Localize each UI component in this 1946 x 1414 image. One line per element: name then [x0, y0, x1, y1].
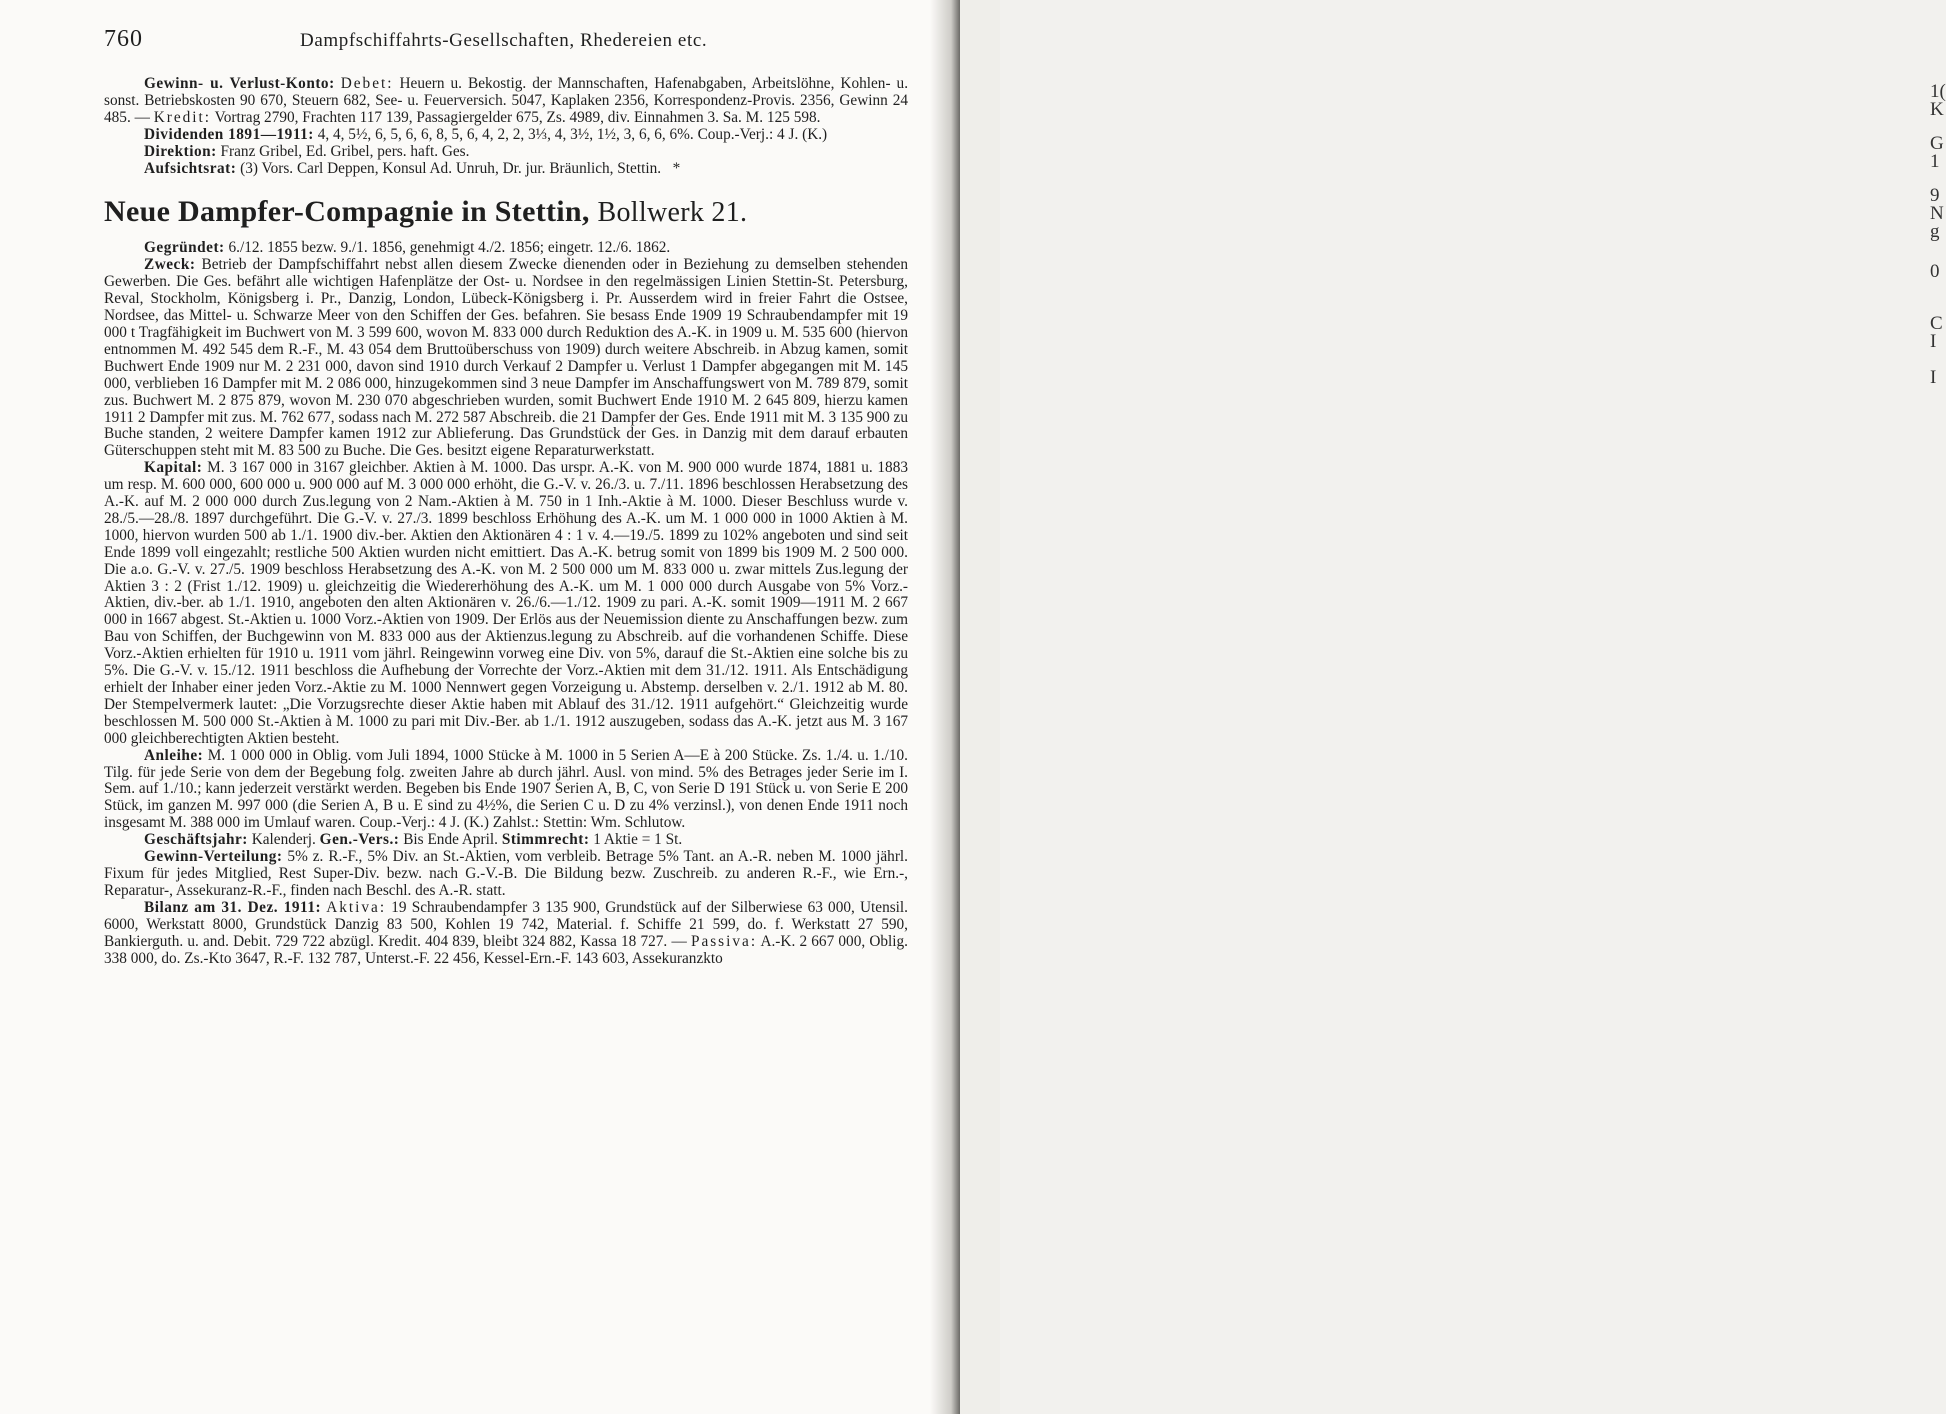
next-page-fragment: I: [1930, 331, 1937, 352]
passiva-label: Passiva:: [690, 932, 758, 950]
geschaeftsjahr-label: Geschäftsjahr:: [144, 831, 248, 849]
bilanz-label: Bilanz am 31. Dez. 1911:: [144, 898, 322, 916]
running-title: Dampfschiffahrts-Gesellschaften, Rhedereien etc.: [300, 30, 708, 51]
next-page-fragment: G: [1930, 133, 1944, 154]
aufsichtsrat-label: Aufsichtsrat:: [144, 159, 237, 177]
dividenden-label: Dividenden 1891—1911:: [144, 125, 314, 143]
company-title: [104, 194, 908, 231]
next-page-fragment: 1: [1930, 151, 1940, 172]
direktion-label: Direktion:: [144, 142, 217, 160]
aufsichtsrat-paragraph: [104, 161, 908, 178]
book-gutter: [930, 0, 960, 1414]
anleihe-paragraph: [104, 748, 908, 833]
zweck-paragraph: [104, 257, 908, 460]
debet-text: Heuern u. Bekostig. der Mannschaften, Hafenabgaben, Arbeitslöhne, Kohlen- u. sonst. Betriebskosten 90 670, Steuern 682, See- u. Feuerversich. 5047, Kaplaken 2356, Korrespondenz-Provis. 2356, Gewinn 24 485. —: [104, 75, 909, 126]
book-page: [0, 0, 950, 1414]
kredit-text: Vortrag 2790, Frachten 117 139, Passagiergelder 675, Zs. 4989, div. Einnahmen 3. Sa. M. 125 598.: [214, 108, 821, 126]
anleihe-label: Anleihe:: [144, 746, 204, 764]
gegruendet-text: 6./12. 1855 bezw. 9./1. 1856, genehmigt 4./2. 1856; eingetr. 12./6. 1862.: [228, 239, 671, 257]
page-content: [104, 76, 908, 967]
zweck-text: Betrieb der Dampfschiffahrt nebst allen diesem Zwecke dienenden oder in Beziehung zu demselben stehenden Gewerben. Die Ges. befährt alle wichtigen Hafenplätze der Ost- u. Nordsee in den regelmässigen Linien Stettin-St. Petersburg, Reval, Stockholm, Königsberg i. Pr., Danzig, London, Lübeck-Königsberg i. Pr. Ausserdem wird in freier Fahrt die Ostsee, Nordsee, das Mittel- u. Schwarze Meer von den Schiffen der Ges. befahren. Sie besass Ende 1909 19 Schraubendampfer mit 19 000 t Tragfähigkeit im Buchwert von M. 3 599 600, wovon M. 833 000 durch Reduktion des A.-K. in 1909 u. M. 535 600 (hiervon entnommen M. 492 545 dem R.-F., M. 43 054 dem Bruttoüberschuss von 1909) durch weitere Abschreib. in Abzug kamen, somit Buchwert Ende 1909 nur M. 2 231 000, davon sind 1910 durch Verkauf 2 Dampfer u. Verlust 1 Dampfer abgegangen mit M. 145 000, verblieben 16 Dampfer mit M. 2 086 000, hinzugekommen sind 3 neue Dampfer im Anschaffungswert von M. 789 879, somit zus. Buchwert M. 2 875 879, wovon M. 230 070 abgeschrieben wurden, somit Buchwert Ende 1910 M. 2 645 809, hierzu kamen 1911 2 Dampfer mit zus. M. 762 677, sodass nach M. 272 587 Abschreib. die 21 Dampfer der Ges. Ende 1911 mit M. 3 135 900 zu Buche standen, 2 weitere Dampfer kamen 1912 zur Ablieferung. Das Grundstück der Ges. in Danzig mit dem darauf erbauten Güterschuppen steht mit M. 83 500 zu Buche. Die Ges. besitzt eigene Reparaturwerkstatt.: [104, 256, 908, 460]
gegruendet-label: Gegründet:: [144, 239, 225, 257]
page-header: [104, 26, 908, 60]
aufsichtsrat-text: (3) Vors. Carl Deppen, Konsul Ad. Unruh, Dr. jur. Bräunlich, Stettin.: [240, 159, 662, 177]
gewinn-verteilung-label: Gewinn-Verteilung:: [144, 848, 283, 866]
zweck-label: Zweck:: [144, 256, 196, 274]
gewinn-verteilung-paragraph: [104, 849, 908, 900]
aktiva-text: 19 Schraubendampfer 3 135 900, Grundstück auf der Silberwiese 63 000, Utensil. 6000, Werkstatt 8000, Grundstück Danzig 83 500, Kohlen 19 742, Material. f. Schiffe 21 599, do. f. Werkstatt 27 590, Bankierguth. u. and. Debit. 729 722 abzügl. Kredit. 404 839, bleibt 324 882, Kassa 18 727. —: [104, 898, 908, 950]
aktiva-label: Aktiva:: [326, 898, 387, 916]
gen-vers-text: Bis Ende April.: [403, 831, 498, 849]
next-page-fragment: I: [1930, 367, 1937, 388]
company-name: Neue Dampfer-Compagnie in Stettin,: [104, 195, 590, 229]
next-page-fragment: N: [1930, 203, 1944, 224]
kapital-label: Kapital:: [144, 459, 203, 477]
direktion-text: Franz Gribel, Ed. Gribel, pers. haft. Ges.: [220, 142, 470, 160]
company-address: Bollwerk 21.: [597, 197, 748, 229]
debet-label: Debet:: [340, 75, 394, 92]
direktion-paragraph: [104, 144, 908, 161]
next-page-fragment: 0: [1930, 261, 1940, 282]
dividenden-paragraph: [104, 127, 908, 144]
gen-vers-label: Gen.-Vers.:: [319, 831, 400, 849]
stimmrecht-text: 1 Aktie = 1 St.: [593, 831, 683, 849]
next-page-fragment: g: [1930, 221, 1940, 242]
bilanz-paragraph: [104, 900, 908, 968]
next-page-fragment: 1(: [1930, 81, 1946, 102]
end-mark: *: [672, 159, 681, 177]
geschaeftsjahr-paragraph: [104, 832, 908, 849]
kapital-text: M. 3 167 000 in 3167 gleichber. Aktien à M. 1000. Das urspr. A.-K. von M. 900 000 wurde 1874, 1881 u. 1883 um resp. M. 600 000, 600 000 u. 900 000 auf M. 3 000 000 erhöht, die G.-V. v. 26./3. u. 7./11. 1896 beschlossen Herabsetzung des A.-K. auf M. 2 000 000 durch Zus.legung von 2 Nam.-Aktien à M. 750 in 1 Inh.-Aktie à M. 1000. Dieser Beschluss wurde v. 28./5.—28./8. 1897 durchgeführt. Die G.-V. v. 27./3. 1899 beschloss Erhöhung des A.-K. um M. 1 000 000 in 1000 Aktien à M. 1000, hiervon wurden 500 ab 1./1. 1900 div.-ber. Aktien den Aktionären 4 : 1 v. 4.—19./5. 1899 zu 102% angeboten und sind seit Ende 1899 voll eingezahlt; restliche 500 Aktien wurden nicht emittiert. Das A.-K. betrug somit von 1899 bis 1909 M. 2 500 000. Die a.o. G.-V. v. 27./5. 1909 beschloss Herabsetzung des A.-K. von M. 2 500 000 um M. 833 000 u. zwar mittels Zus.legung der Aktien 3 : 2 (Frist 1./12. 1909) u. gleichzeitig die Wiedererhöhung des A.-K. um M. 1 000 000 durch Ausgabe von 5% Vorz.-Aktien, div.-ber. ab 1./1. 1910, angeboten den alten Aktionären v. 26./6.—1./12. 1909 zu pari. A.-K. somit 1909—1911 M. 2 667 000 in 1667 abgest. St.-Aktien u. 1000 Vorz.-Aktien von 1909. Der Erlös aus der Neuemission diente zu Anschaffungen bezw. zum Bau von Schiffen, der Buchgewinn von M. 833 000 aus der Aktienzus.legung zu Abschreib. auf die vorhandenen Schiffe. Diese Vorz.-Aktien erhielten für 1910 u. 1911 vom jährl. Reingewinn vorweg eine Div. von 5%, darauf die St.-Aktien eine solche bis zu 5%. Die G.-V. v. 15./12. 1911 beschloss die Aufhebung der Vorrechte der Vorz.-Aktien mit dem 31./12. 1911. Als Entschädigung erhielt der Inhaber einer jeden Vorz.-Aktie zu M. 1000 Nennwert gegen Vorzeigung u. Abstemp. derselben v. 2./1. 1912 ab M. 80. Der Stempelvermerk lautet: „Die Vorzugsrechte dieser Aktie haben mit Ablauf des 31./12. 1911 aufgehört.“ Gleichzeitig wurde beschlossen M. 500 000 St.-Aktien à M. 1000 zu pari mit Div.-Ber. ab 1./1. 1912 auszugeben, sodass das A.-K. jetzt aus M. 3 167 000 gleichberechtigten Aktien besteht.: [104, 459, 908, 747]
next-page-fragment: 9: [1930, 185, 1940, 206]
gewinn-verteilung-text: 5% z. R.-F., 5% Div. an St.-Aktien, vom verbleib. Betrage 5% Tant. an A.-R. neben M. 1000 jährl. Fixum für jedes Mitglied, Rest Super-Div. bezw. nach G.-V.-B. Die Bildung bezw. Zuschreib. zu anderen R.-F., wie Ern.-, Reparatur-, Assekuranz-R.-F., finden nach Beschl. des A.-R. statt.: [104, 848, 908, 899]
kredit-label: Kredit:: [153, 108, 212, 126]
gewinn-verlust-label: Gewinn- u. Verlust-Konto:: [144, 75, 335, 92]
passiva-text: A.-K. 2 667 000, Oblig. 338 000, do. Zs.-Kto 3647, R.-F. 132 787, Unterst.-F. 22 456, Kessel-Ern.-F. 143 603, Assekuranzkto: [104, 932, 909, 967]
dividenden-text: 4, 4, 5½, 6, 5, 6, 6, 8, 5, 6, 4, 2, 2, 3⅓, 4, 3½, 1½, 3, 6, 6, 6%. Coup.-Verj.: 4 J. (K.): [317, 125, 828, 143]
next-page-edge: [960, 0, 1946, 1414]
gewinn-verlust-paragraph: [104, 76, 908, 127]
next-page-fragment: K: [1930, 99, 1944, 120]
geschaeftsjahr-text: Kalenderj.: [251, 831, 316, 849]
anleihe-text: M. 1 000 000 in Oblig. vom Juli 1894, 1000 Stücke à M. 1000 in 5 Serien A—E à 200 Stücke. Zs. 1./4. u. 1./10. Tilg. für jede Serie von dem der Begebung folg. zweiten Jahre ab durch jährl. Ausl. von mind. 5% des Betrages jeder Serie im I. Sem. auf 1./10.; kann jederzeit verstärkt werden. Begeben bis Ende 1907 Serien A, B, C, von Serie D 191 Stück u. von Serie E 200 Stück, im ganzen M. 997 000 (die Serien A, B u. E sind zu 4½%, die Serien C u. D zu 4% verzinsl.), von denen Ende 1911 noch insgesamt M. 388 000 im Umlauf waren. Coup.-Verj.: 4 J. (K.) Zahlst.: Stettin: Wm. Schlutow.: [104, 746, 908, 832]
next-page-fragment: C: [1930, 313, 1943, 334]
gegruendet-paragraph: [104, 240, 908, 257]
page-number: 760: [104, 26, 143, 52]
stimmrecht-label: Stimmrecht:: [501, 831, 590, 849]
kapital-paragraph: [104, 460, 908, 747]
